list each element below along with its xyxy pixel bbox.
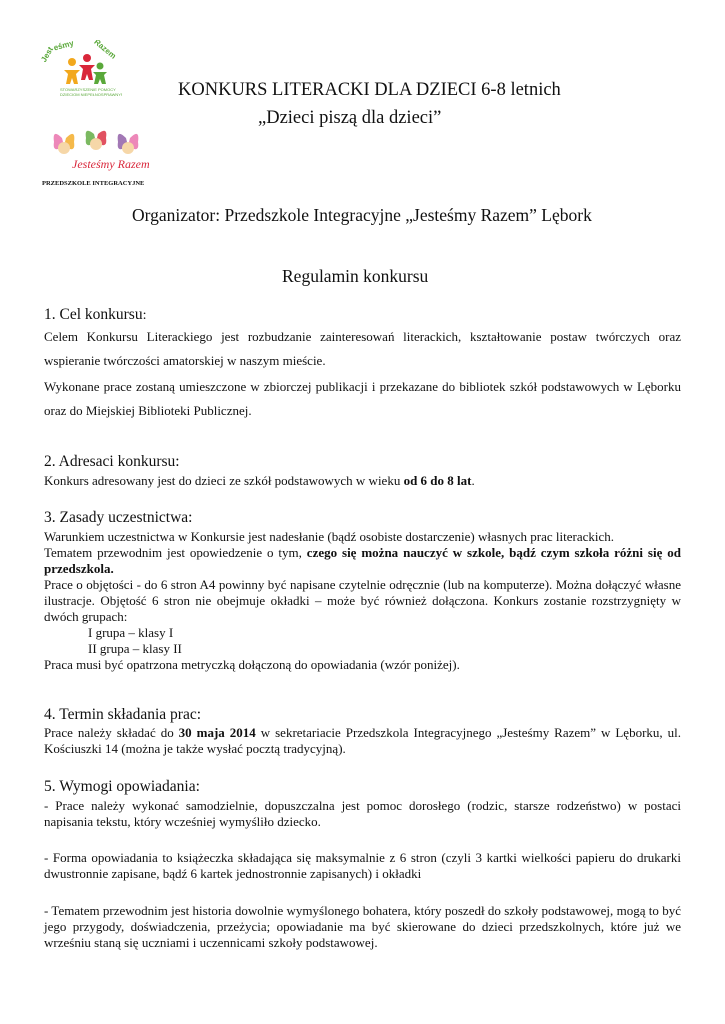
- logo-small-text-2: DZIECIOM NIEPEŁNOSPRAWNYM: [60, 92, 122, 97]
- section-3-theme-bold: czego się można nauczyć w szkole, bądź czym szkoła różni się od przedszkola.: [44, 545, 681, 576]
- age-range: od 6 do 8 lat: [403, 473, 472, 488]
- contest-title: KONKURS LITERACKI DLA DZIECI 6-8 letnich: [178, 80, 561, 100]
- contest-subtitle: „Dzieci piszą dla dzieci”: [258, 108, 442, 128]
- logo-small-text-1: STOWARZYSZENIE POMOCY: [60, 87, 116, 92]
- rules-title: Regulamin konkursu: [282, 266, 429, 286]
- logo-caption: PRZEDSZKOLE INTEGRACYJNE: [42, 180, 145, 187]
- section-4-text-b: w sekretariacie Przedszkola Integracyjnego „Jesteśmy Razem” w Lęborku, ul. Kościuszki 14 (można je także wysłać pocztą tradycyjną).: [44, 725, 681, 756]
- organizer-line: Organizator: Przedszkole Integracyjne „Jesteśmy Razem” Lębork: [132, 205, 592, 225]
- deadline-date: 30 maja 2014: [178, 725, 256, 740]
- section-3-paragraph-4: Praca musi być opatrzona metryczką dołączoną do opowiadania (wzór poniżej).: [44, 657, 460, 672]
- section-5-paragraph-3: - Tematem przewodnim jest historia dowolnie wymyślonego bohatera, który poszedł do szkoły podstawowej, mogą to być jego przygody, doświadczenia, przeżycia; opowiadanie ma być skierowane do dzieci przedszkolnych, które już we wrześniu staną się uczniami i uczennicami szkoły podstawowej.: [44, 903, 681, 950]
- section-3-body: [44, 529, 681, 673]
- association-logo: [40, 40, 122, 100]
- section-2-paragraph: [44, 473, 681, 489]
- section-1-heading: [44, 306, 146, 324]
- section-3-heading: 3. Zasady uczestnictwa:: [44, 509, 193, 526]
- section-2-text: Konkurs adresowany jest do dzieci ze szkół podstawowych w wieku: [44, 473, 404, 488]
- section-1-heading-colon: :: [142, 308, 147, 323]
- section-4-heading: 4. Termin składania prac:: [44, 706, 202, 723]
- section-2-end: .: [471, 473, 475, 488]
- logo-arc-part: eśmy: [52, 40, 75, 53]
- section-1-paragraph-1: Celem Konkursu Literackiego jest rozbudzanie zainteresowań literackich, kształtowanie postaw twórczych oraz wspieranie twórczości amatorskiej w naszym mieście.: [44, 329, 681, 368]
- section-3-paragraph-3: Prace o objętości - do 6 stron A4 powinny być napisane czytelnie odręcznie (lub na komputerze). Można dołączyć własne ilustracje. Objętość 6 stron nie obejmuje okładki – może być również dołączona. Konkurs zostanie rozstrzygnięty w dwóch grupach:: [44, 577, 681, 624]
- kindergarten-logo: [42, 126, 160, 188]
- group-1: I grupa – klasy I: [88, 625, 174, 640]
- section-3-paragraph-2: [44, 545, 681, 577]
- group-2: II grupa – klasy II: [88, 641, 182, 656]
- logo-arc-part: Razem: [92, 40, 118, 61]
- section-3-theme-text: Tematem przewodnim jest opowiedzenie o tym,: [44, 545, 307, 560]
- section-5-paragraph-1: - Prace należy wykonać samodzielnie, dopuszczalna jest pomoc dorosłego (rodzic, starsze rodzeństwo) w postaci napisania tekstu, który wcześniej wymyśliło dziecko.: [44, 798, 681, 829]
- section-3-paragraph-1: Warunkiem uczestnictwa w Konkursie jest nadesłanie (bądź osobiste dostarczenie) własnych prac literackich.: [44, 529, 615, 544]
- section-4-paragraph: [44, 725, 681, 757]
- association-logo-graphic: [40, 40, 122, 100]
- section-2-heading: 2. Adresaci konkursu:: [44, 453, 180, 470]
- logo-script-text: Jesteśmy Razem: [72, 157, 150, 171]
- section-1-paragraph-2: Wykonane prace zostaną umieszczone w zbiorczej publikacji i przekazane do bibliotek szkół podstawowych w Lęborku oraz do Miejskiej Biblioteki Publicznej.: [44, 379, 681, 418]
- section-5-paragraph-2: - Forma opowiadania to książeczka składająca się maksymalnie z 6 stron (czyli 3 kartki wielkości papieru do drukarki dwustronnie zapisane, bądź 6 kartek jednostronnie zapisanych) i okładki: [44, 850, 681, 881]
- section-4-text-a: Prace należy składać do: [44, 725, 179, 740]
- section-1-heading-text: 1. Cel konkursu: [44, 306, 143, 323]
- logo-arc-part: Jest: [40, 45, 56, 64]
- kindergarten-logo-graphic: [42, 126, 160, 188]
- section-5-heading: 5. Wymogi opowiadania:: [44, 778, 200, 795]
